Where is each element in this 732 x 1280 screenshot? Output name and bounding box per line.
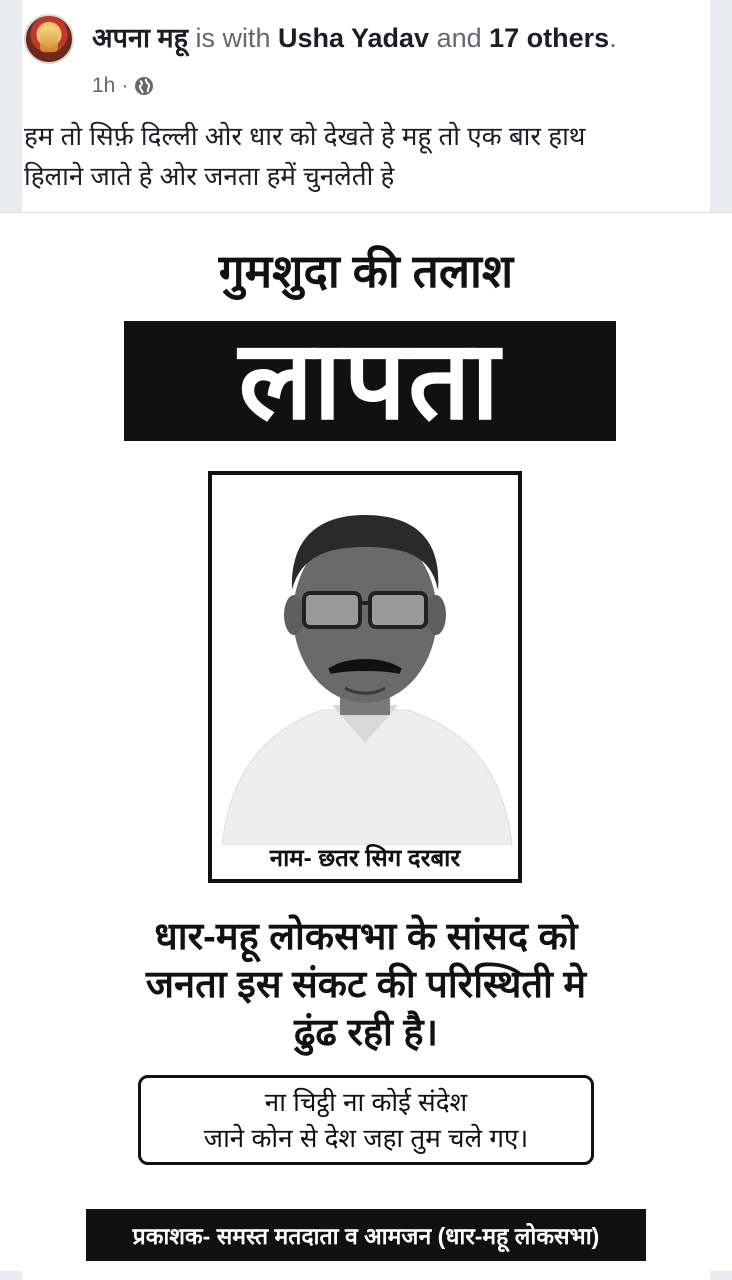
poster-body-line: जनता इस संकट की परिस्थिती मे: [145, 964, 587, 1006]
post-time[interactable]: 1h: [92, 74, 116, 97]
publisher-banner: [86, 1209, 646, 1261]
author-line: अपना महू is with Usha Yadav and 17 others.: [92, 23, 617, 53]
poster-body: [0, 913, 732, 1057]
poster-subtitle: गुमशुदा की तलाश: [218, 245, 514, 297]
quote-line: ना चिट्ठी ना कोई संदेश: [264, 1087, 468, 1117]
quote-box: [138, 1075, 594, 1165]
post-text-line: हिलाने जाते हे ओर जनता हमें चुनलेती हे: [24, 161, 395, 191]
author-name[interactable]: अपना महू: [92, 23, 188, 53]
portrait-photo: [212, 475, 518, 845]
meta-separator: ·: [121, 74, 129, 97]
poster-image[interactable]: [0, 212, 732, 1271]
tagged-others[interactable]: 17 others: [489, 23, 610, 53]
poster-title: लापता: [238, 319, 502, 442]
poster-title-banner: [124, 321, 616, 441]
post-header: [24, 12, 684, 97]
poster-body-line: धार-महू लोकसभा के सांसद को: [154, 916, 578, 958]
tagged-person[interactable]: Usha Yadav: [277, 23, 430, 53]
post-text: [24, 116, 674, 196]
poster-body-line: ढुंढ रही है।: [293, 1012, 439, 1054]
post-text-line: हम तो सिर्फ़ दिल्ली ओर धार को देखते हे महू तो एक बार हाथ: [24, 121, 586, 151]
name-caption: नाम- छतर सिग दरबार: [269, 845, 461, 872]
globe-icon[interactable]: [134, 76, 154, 96]
post-meta: [92, 74, 154, 98]
publisher-text: प्रकाशक- समस्त मतदाता व आमजन (धार-महू लोकसभा): [132, 1223, 600, 1249]
avatar[interactable]: [24, 14, 74, 64]
photo-frame: [208, 471, 522, 883]
quote-line: जाने कोन से देश जहा तुम चले गए।: [203, 1123, 529, 1153]
